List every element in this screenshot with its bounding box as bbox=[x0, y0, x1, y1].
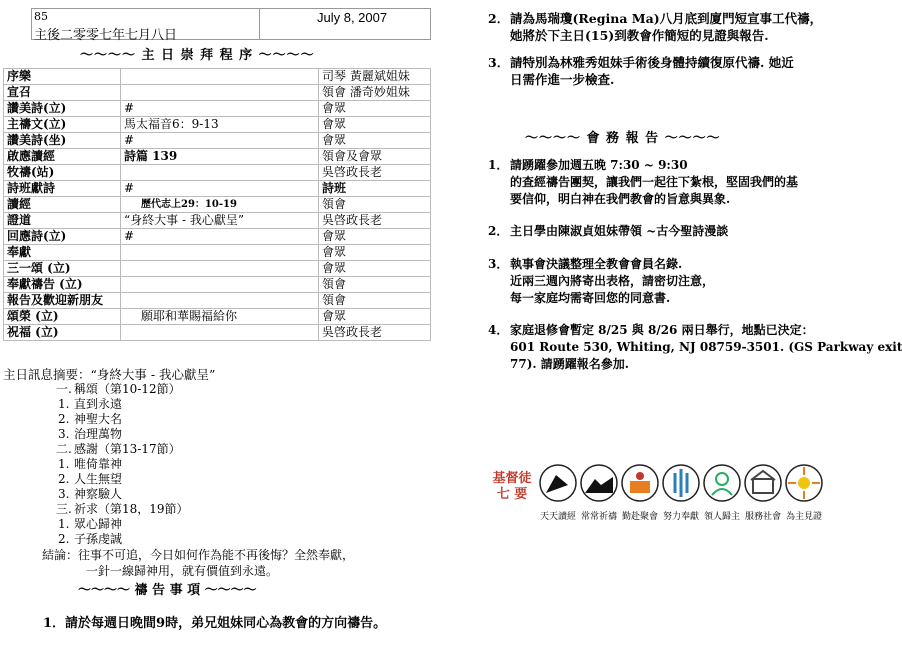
prayer-item-number: 2． bbox=[488, 11, 510, 26]
reading-bible-icon bbox=[538, 463, 578, 503]
program-item: 宣召 bbox=[4, 85, 121, 101]
program-row bbox=[4, 245, 431, 261]
program-content: 詩篇 139 bbox=[121, 149, 319, 165]
program-item: 報告及歡迎新朋友 bbox=[4, 293, 121, 309]
program-content bbox=[121, 245, 319, 261]
program-content: “身終大事 - 我心獻呈” bbox=[121, 213, 319, 229]
program-leader: 司琴 黃麗斌姐妹 bbox=[319, 69, 431, 85]
worship-program-table bbox=[3, 68, 431, 341]
affairs-item-line: 77). 請踴躍報名參加. bbox=[510, 357, 629, 371]
program-row bbox=[4, 309, 431, 325]
seven-essentials-label-line2: 七 要 bbox=[496, 487, 528, 502]
program-leader: 領會 bbox=[319, 277, 431, 293]
program-leader: 吳啓政長老 bbox=[319, 165, 431, 181]
outline-point: 神察驗人 bbox=[74, 487, 123, 501]
prayer-item-line: 她將於下主日(15)到教會作簡短的見證與報告. bbox=[510, 28, 769, 43]
program-row bbox=[4, 293, 431, 309]
seven-essentials-caption: 天天讀經 bbox=[539, 512, 576, 522]
affairs-item-number: 4． bbox=[488, 323, 509, 337]
outline-point-number: 3. bbox=[58, 487, 70, 501]
affairs-item-line: 的查經禱告團契，讓我們一起往下紮根，堅固我們的基 bbox=[510, 175, 799, 189]
praying-icon bbox=[579, 463, 619, 503]
affairs-item-number: 2． bbox=[488, 224, 509, 238]
seven-essentials-caption: 服務社會 bbox=[744, 512, 781, 522]
sermon-conclusion-1: 結論：往事不可追，今日如何作為能不再後悔？全然奉獻， bbox=[42, 548, 355, 562]
program-row bbox=[4, 117, 431, 133]
program-leader: 會眾 bbox=[319, 245, 431, 261]
program-content bbox=[121, 325, 319, 341]
prayer-item-line: 日需作進一步檢查. bbox=[510, 72, 615, 87]
program-leader: 領會 潘奇妙姐妹 bbox=[319, 85, 431, 101]
outline-section-number: 一. bbox=[56, 382, 72, 396]
program-row bbox=[4, 325, 431, 341]
affairs-item-line: 執事會決議整理全教會會員名錄. bbox=[510, 257, 683, 271]
leading-people-icon bbox=[702, 463, 742, 503]
seven-essentials-label bbox=[490, 471, 534, 503]
program-row bbox=[4, 101, 431, 117]
program-content bbox=[121, 69, 319, 85]
program-item: 牧禱(站) bbox=[4, 165, 121, 181]
header-left-cell bbox=[32, 9, 260, 43]
program-item: 回應詩(立) bbox=[4, 229, 121, 245]
affairs-item-number: 3． bbox=[488, 257, 509, 271]
program-content bbox=[121, 277, 319, 293]
sermon-conclusion-2: 一針一線歸神用，就有價值到永遠。 bbox=[86, 564, 279, 578]
outline-point: 神聖大名 bbox=[74, 412, 123, 426]
outline-point-number: 2. bbox=[58, 532, 70, 546]
affairs-item-line: 601 Route 530, Whiting, NJ 08759-3501. (GS Parkway exit bbox=[510, 340, 902, 354]
program-item: 奉獻禱告 (立) bbox=[4, 277, 121, 293]
program-row bbox=[4, 229, 431, 245]
program-content: 馬太福音6：9-13 bbox=[121, 117, 319, 133]
outline-point: 直到永遠 bbox=[74, 397, 123, 411]
program-content: 願耶和華賜福給你 bbox=[121, 309, 319, 325]
program-leader: 會眾 bbox=[319, 229, 431, 245]
outline-section-title: 祈求（第18，19節） bbox=[74, 502, 189, 516]
seven-essentials-graphic bbox=[490, 463, 830, 523]
prayer-item-line: 請特別為林雅秀姐妹手術後身體持續復原代禱. 她近 bbox=[510, 55, 794, 70]
sermon-summary-heading: 主日訊息摘要：“身終大事 - 我心獻呈” bbox=[3, 367, 216, 382]
outline-point-number: 3. bbox=[58, 427, 70, 441]
affairs-item-line: 要信仰，明白神在我們教會的旨意與異象. bbox=[510, 192, 731, 206]
affairs-item-line: 家庭退修會暫定 8/25 與 8/26 兩日舉行，地點已決定： bbox=[510, 323, 814, 337]
outline-point-number: 1. bbox=[58, 517, 70, 531]
outline-point: 唯倚靠神 bbox=[74, 457, 123, 471]
affairs-item-line: 近兩三週內將寄出表格，請密切注意， bbox=[510, 274, 715, 288]
outline-section-number: 二. bbox=[56, 442, 72, 456]
program-row bbox=[4, 181, 431, 197]
witness-icon bbox=[784, 463, 824, 503]
english-date: July 8, 2007 bbox=[317, 10, 388, 25]
program-item: 讚美詩(坐) bbox=[4, 133, 121, 149]
order-of-worship-title: ～～～～ 主 日 崇 拜 程 序 ～～～～ bbox=[80, 48, 315, 63]
program-item: 奉獻 bbox=[4, 245, 121, 261]
program-leader: 領會 bbox=[319, 293, 431, 309]
church-affairs-title: ～～～～ 會 務 報 告 ～～～～ bbox=[525, 131, 721, 146]
program-leader: 會眾 bbox=[319, 101, 431, 117]
attending-gathering-icon bbox=[620, 463, 660, 503]
program-content: # bbox=[121, 181, 319, 197]
issue-number: 85 bbox=[34, 10, 48, 23]
program-leader: 領會及會眾 bbox=[319, 149, 431, 165]
program-row bbox=[4, 165, 431, 181]
outline-point: 治理萬物 bbox=[74, 427, 123, 441]
program-content bbox=[121, 261, 319, 277]
program-leader: 吳啓政長老 bbox=[319, 213, 431, 229]
program-content bbox=[121, 165, 319, 181]
outline-point-number: 2. bbox=[58, 412, 70, 426]
program-item: 三一頌 (立) bbox=[4, 261, 121, 277]
affairs-item-line: 每一家庭均需寄回您的同意書. bbox=[510, 291, 671, 305]
bulletin-header bbox=[31, 8, 431, 43]
program-content: # bbox=[121, 229, 319, 245]
program-item: 讚美詩(立) bbox=[4, 101, 121, 117]
program-content bbox=[121, 85, 319, 101]
program-row bbox=[4, 277, 431, 293]
program-content: # bbox=[121, 133, 319, 149]
program-content: # bbox=[121, 101, 319, 117]
program-item: 讀經 bbox=[4, 197, 121, 213]
program-row bbox=[4, 261, 431, 277]
program-content bbox=[121, 293, 319, 309]
program-item: 啟應讀經 bbox=[4, 149, 121, 165]
program-item: 祝福 (立) bbox=[4, 325, 121, 341]
program-item: 證道 bbox=[4, 213, 121, 229]
program-content: 歷代志上29：10-19 bbox=[121, 197, 319, 213]
seven-essentials-label-line1: 基督徒 bbox=[492, 471, 532, 486]
serving-society-icon bbox=[743, 463, 783, 503]
program-row bbox=[4, 85, 431, 101]
program-leader: 詩班 bbox=[319, 181, 431, 197]
outline-point: 子孫虔誠 bbox=[74, 532, 123, 546]
program-leader: 會眾 bbox=[319, 117, 431, 133]
affairs-item-number: 1． bbox=[488, 158, 509, 172]
program-leader: 領會 bbox=[319, 197, 431, 213]
program-item: 序樂 bbox=[4, 69, 121, 85]
program-row bbox=[4, 149, 431, 165]
outline-section-title: 感謝（第13-17節） bbox=[74, 442, 181, 456]
program-item: 詩班獻詩 bbox=[4, 181, 121, 197]
prayer-items-title: ～～～～ 禱 告 事 項 ～～～～ bbox=[78, 583, 257, 598]
program-row bbox=[4, 213, 431, 229]
affairs-item-line: 主日學由陳淑貞姐妹帶領 ~古今聖詩漫談 bbox=[510, 224, 729, 238]
outline-point: 人生無望 bbox=[74, 472, 123, 486]
prayer-item-number: 3． bbox=[488, 55, 510, 70]
offering-icon bbox=[661, 463, 701, 503]
seven-essentials-caption: 為主見證 bbox=[785, 512, 822, 522]
seven-essentials-caption: 努力奉獻 bbox=[662, 512, 699, 522]
outline-section-number: 三. bbox=[56, 502, 72, 516]
outline-point-number: 1. bbox=[58, 397, 70, 411]
program-leader: 會眾 bbox=[319, 309, 431, 325]
program-row bbox=[4, 133, 431, 149]
prayer-item-line: 請為馬瑞瓊(Regina Ma)八月底到廈門短宣事工代禱， bbox=[510, 11, 823, 26]
program-leader: 會眾 bbox=[319, 133, 431, 149]
program-leader: 會眾 bbox=[319, 261, 431, 277]
seven-essentials-caption: 常常祈禱 bbox=[580, 512, 617, 522]
outline-section-title: 稱頌（第10-12節） bbox=[74, 382, 181, 396]
seven-essentials-caption: 勤赴聚會 bbox=[621, 512, 658, 522]
outline-point: 眾心歸神 bbox=[74, 517, 123, 531]
outline-point-number: 1. bbox=[58, 457, 70, 471]
program-item: 頌榮 (立) bbox=[4, 309, 121, 325]
program-leader: 吳啓政長老 bbox=[319, 325, 431, 341]
affairs-item-line: 請踴躍參加週五晚 7:30 ~ 9:30 bbox=[510, 158, 688, 172]
program-item: 主禱文(立) bbox=[4, 117, 121, 133]
outline-point-number: 2. bbox=[58, 472, 70, 486]
program-row bbox=[4, 197, 431, 213]
prayer-item-1: 1．請於每週日晚間9時，弟兄姐妹同心為教會的方向禱告。 bbox=[43, 616, 387, 631]
seven-essentials-caption: 領人歸主 bbox=[703, 512, 740, 522]
chinese-date: 主後二零零七年七月八日 bbox=[34, 28, 178, 43]
program-row bbox=[4, 69, 431, 85]
